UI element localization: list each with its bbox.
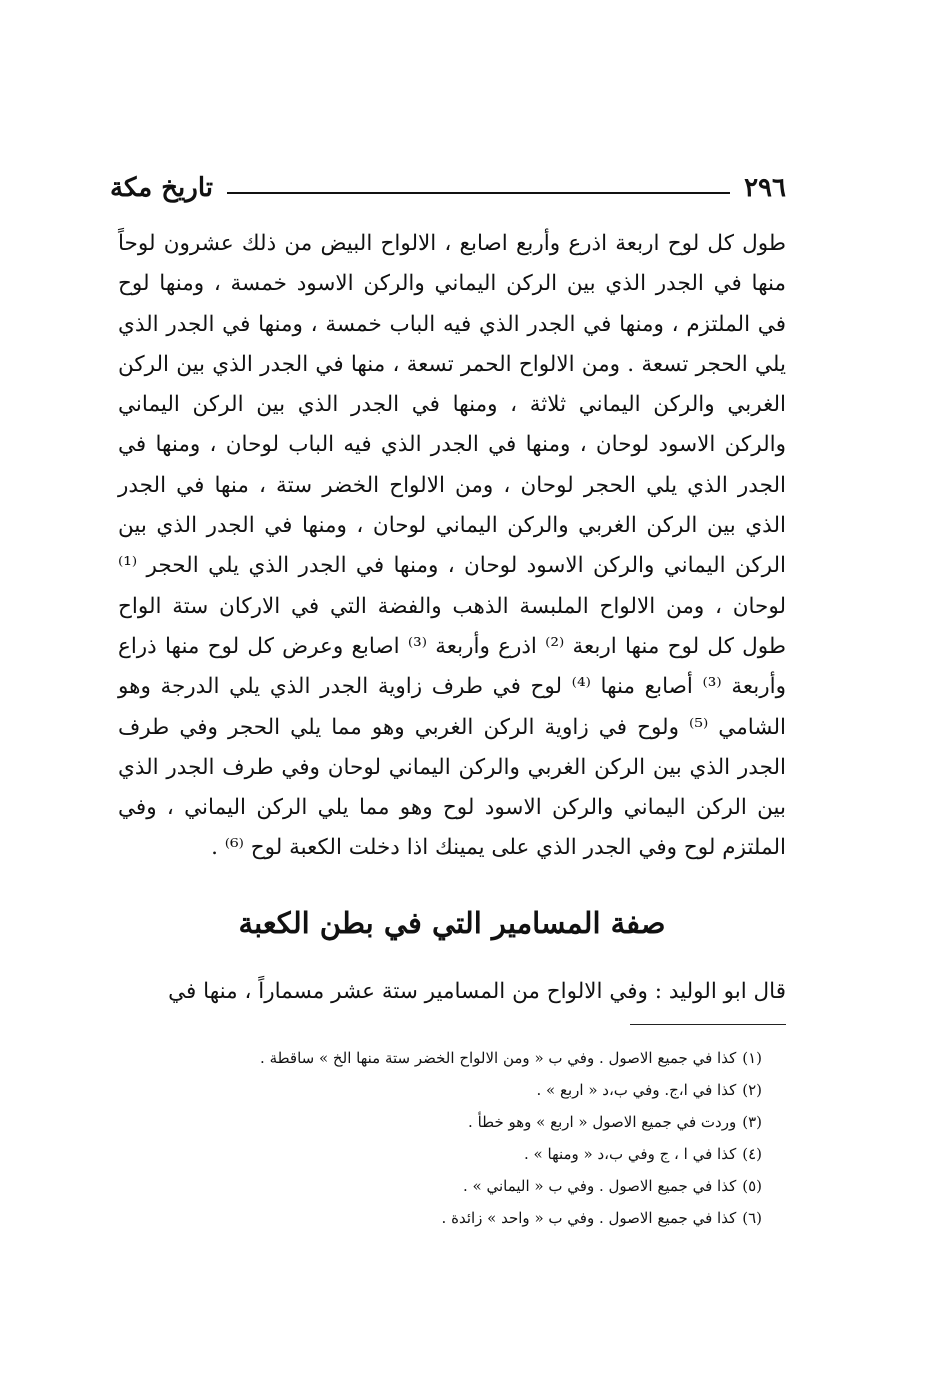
section-heading: صفة المسامير التي في بطن الكعبة — [238, 906, 666, 940]
footnote-1 — [150, 1042, 762, 1074]
footnotes — [150, 1042, 762, 1234]
running-title: تاريخ مكة — [110, 173, 214, 203]
page-header — [110, 168, 786, 208]
footnote-number: (٢) — [742, 1081, 762, 1099]
footnote-text: كذا في جميع الاصول . وفي ب « اليماني » . — [463, 1177, 737, 1195]
footnote-number: (٦) — [742, 1209, 762, 1227]
footnote-text: كذا في ا،ج. وفي ب،د « اربع » . — [536, 1081, 737, 1099]
footnote-separator — [630, 1024, 786, 1025]
header-rule — [227, 192, 730, 194]
footnote-text: كذا في جميع الاصول . وفي ب « واحد » زائدة . — [441, 1209, 737, 1227]
section-paragraph: قال ابو الوليد : وفي الالواح من المسامير ستة عشر مسماراً ، منها في — [168, 979, 786, 1004]
footnote-number: (٥) — [742, 1177, 762, 1195]
page-number: ٢٩٦ — [744, 173, 786, 203]
footnote-text: وردت في جميع الاصول « اربع » وهو خطأ . — [468, 1113, 737, 1131]
footnote-2 — [150, 1074, 762, 1106]
footnote-6 — [150, 1202, 762, 1234]
footnote-3 — [150, 1106, 762, 1138]
footnote-number: (١) — [742, 1049, 762, 1067]
body-paragraph: طول كل لوح اربعة اذرع وأربع اصابع ، الالواح البيض من ذلك عشرون لوحاً منها في الجدر الذي بين الركن اليماني والركن الاسود خمسة ، ومنها لوح في الملتزم ، ومنها في الجدر الذي فيه الباب خمسة ، ومنها في الجدر الذي يلي الحجر تسعة . ومن الالواح الحمر تسعة ، منها في الجدر الذي بين الركن الغربي والركن اليماني ثلاثة ، ومنها في الجدر الذي بين الركن اليماني والركن الاسود لوحان ، ومنها في الجدر الذي فيه الباب لوحان ، ومنها في الجدر الذي يلي الحجر لوحان ، ومن الالواح الخضر ستة ، منها في الجدر الذي بين الركن الغربي والركن اليماني لوحان ، ومنها في الجدر الذي بين الركن اليماني والركن الاسود لوحان ، ومنها في الجدر الذي يلي الحجر ⁽¹⁾ لوحان ، ومن الالواح الملبسة الذهب والفضة التي في الاركان ستة الواح طول كل لوح منها اربعة ⁽²⁾ اذرع وأربعة ⁽³⁾ اصابع وعرض كل لوح منها ذراع وأربعة ⁽³⁾ أصابع منها ⁽⁴⁾ لوح في طرف زاوية الجدر الذي يلي الدرجة وهو الشامي ⁽⁵⁾ ولوح في زاوية الركن الغربي وهو مما يلي الحجر وفي طرف الجدر الذي بين الركن الغربي والركن اليماني لوحان وفي طرف الجدر الذي بين الركن اليماني والركن الاسود لوح وهو مما يلي الركن اليماني ، وفي الملتزم لوح وفي الجدر الذي على يمينك اذا دخلت الكعبة لوح ⁽⁶⁾ . — [118, 231, 786, 861]
body-text — [118, 224, 786, 869]
footnote-5 — [150, 1170, 762, 1202]
footnote-4 — [150, 1138, 762, 1170]
footnote-number: (٣) — [742, 1113, 762, 1131]
footnote-text: كذا في جميع الاصول . وفي ب « ومن الالواح الخضر ستة منها الخ » ساقطة . — [260, 1049, 737, 1067]
footnote-number: (٤) — [742, 1145, 762, 1163]
footnote-text: كذا في ا ، ج وفي ب،د « ومنها » . — [524, 1145, 737, 1163]
